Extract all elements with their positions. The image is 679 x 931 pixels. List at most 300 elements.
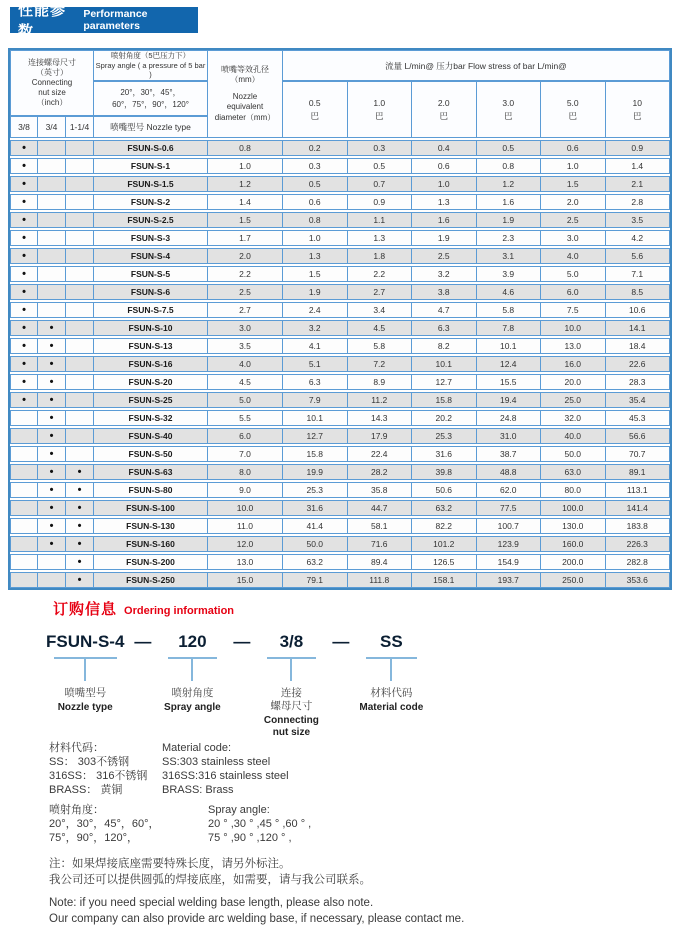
nozzle-model-cell: FSUN-S-63: [94, 464, 208, 480]
flow-value-cell: 282.8: [606, 554, 671, 570]
flow-value-cell: 2.0: [541, 194, 606, 210]
nut-dot-cell: •: [10, 140, 38, 156]
diameter-cell: 9.0: [208, 482, 283, 498]
pressure-header: 0.5 巴: [283, 81, 348, 138]
table-row: [10, 194, 670, 210]
flow-value-cell: 0.9: [348, 194, 413, 210]
connector-line: [267, 657, 317, 683]
flow-value-cell: 0.5: [348, 158, 413, 174]
table-body: [10, 140, 670, 588]
flow-value-cell: 1.9: [412, 230, 477, 246]
flow-value-cell: 28.3: [606, 374, 671, 390]
flow-value-cell: 17.9: [348, 428, 413, 444]
nut-dot-cell: •: [10, 266, 38, 282]
flow-value-cell: 4.1: [283, 338, 348, 354]
nut-dot-cell: •: [66, 572, 94, 588]
nut-dot-cell: •: [38, 482, 66, 498]
ordering-dash: —: [134, 632, 152, 651]
flow-value-cell: 100.7: [477, 518, 542, 534]
flow-value-cell: 0.6: [412, 158, 477, 174]
table-row: [10, 428, 670, 444]
nozzle-model-cell: FSUN-S-10: [94, 320, 208, 336]
diameter-cell: 12.0: [208, 536, 283, 552]
note-en-2: Our company can also provide arc welding base, if necessary, please contact me.: [49, 913, 465, 925]
table-row: [10, 500, 670, 516]
ordering-label-zh: 连接 螺母尺寸: [270, 687, 313, 713]
flow-value-cell: 160.0: [541, 536, 606, 552]
diameter-cell: 1.4: [208, 194, 283, 210]
flow-value-cell: 63.2: [283, 554, 348, 570]
nut-dot-cell: •: [10, 248, 38, 264]
flow-value-cell: 7.8: [477, 320, 542, 336]
header-flow-label: 流量 L/min@ 压力bar Flow stress of bar L/min@: [283, 50, 670, 81]
table-row: [10, 374, 670, 390]
ordering-label-zh: 喷嘴型号: [64, 687, 107, 699]
nut-dot-cell: •: [10, 158, 38, 174]
table-row: [10, 518, 670, 534]
flow-value-cell: 31.6: [283, 500, 348, 516]
ordering-title-zh: 订购信息: [53, 601, 118, 618]
flow-value-cell: 45.3: [606, 410, 671, 426]
nozzle-model-cell: FSUN-S-2: [94, 194, 208, 210]
nozzle-model-cell: FSUN-S-250: [94, 572, 208, 588]
nut-dot-cell: [66, 248, 94, 264]
flow-value-cell: 0.8: [283, 212, 348, 228]
nut-dot-cell: •: [66, 482, 94, 498]
flow-value-cell: 15.5: [477, 374, 542, 390]
nut-dot-cell: •: [38, 428, 66, 444]
diameter-cell: 1.0: [208, 158, 283, 174]
diameter-cell: 15.0: [208, 572, 283, 588]
nozzle-model-cell: FSUN-S-6: [94, 284, 208, 300]
diameter-cell: 1.7: [208, 230, 283, 246]
nut-dot-cell: •: [10, 374, 38, 390]
flow-value-cell: 14.1: [606, 320, 671, 336]
diameter-cell: 10.0: [208, 500, 283, 516]
nozzle-model-cell: FSUN-S-1.5: [94, 176, 208, 192]
flow-value-cell: 18.4: [606, 338, 671, 354]
ordering-dash: —: [233, 632, 251, 651]
nut-dot-cell: •: [10, 338, 38, 354]
flow-value-cell: 1.3: [412, 194, 477, 210]
flow-value-cell: 41.4: [283, 518, 348, 534]
flow-value-cell: 19.4: [477, 392, 542, 408]
ordering-part: [359, 630, 423, 714]
nut-dot-cell: •: [38, 410, 66, 426]
flow-value-cell: 2.3: [477, 230, 542, 246]
flow-value-cell: 10.0: [541, 320, 606, 336]
diameter-cell: 3.0: [208, 320, 283, 336]
table-row: [10, 248, 670, 264]
nut-dot-cell: •: [10, 194, 38, 210]
table-row: [10, 158, 670, 174]
ordering-label-en: Nozzle type: [57, 702, 113, 714]
diameter-cell: 1.2: [208, 176, 283, 192]
section-title-zh: 性能参数: [18, 2, 67, 40]
nozzle-model-cell: FSUN-S-5: [94, 266, 208, 282]
flow-value-cell: 28.2: [348, 464, 413, 480]
flow-value-cell: 4.0: [541, 248, 606, 264]
table-row: [10, 338, 670, 354]
nut-dot-cell: [66, 194, 94, 210]
flow-value-cell: 126.5: [412, 554, 477, 570]
nozzle-model-cell: FSUN-S-25: [94, 392, 208, 408]
ordering-label-zh: 喷射角度: [171, 687, 214, 699]
nut-dot-cell: [66, 302, 94, 318]
flow-value-cell: 8.9: [348, 374, 413, 390]
nut-dot-cell: [38, 176, 66, 192]
nut-dot-cell: [10, 428, 38, 444]
nut-dot-cell: •: [66, 518, 94, 534]
table-row: [10, 356, 670, 372]
nut-dot-cell: [66, 212, 94, 228]
nozzle-model-cell: FSUN-S-0.6: [94, 140, 208, 156]
flow-value-cell: 0.5: [283, 176, 348, 192]
diameter-cell: 5.5: [208, 410, 283, 426]
pressure-header: 1.0 巴: [348, 81, 413, 138]
table-row: [10, 482, 670, 498]
nut-dot-cell: [38, 554, 66, 570]
diameter-cell: 4.5: [208, 374, 283, 390]
material-code-en: Material code: SS:303 stainless steel 316SS:316 stainless steel BRASS: Brass: [162, 742, 289, 796]
flow-value-cell: 70.7: [606, 446, 671, 462]
nut-dot-cell: [10, 410, 38, 426]
flow-value-cell: 3.2: [412, 266, 477, 282]
nut-dot-cell: [66, 176, 94, 192]
flow-value-cell: 183.8: [606, 518, 671, 534]
nut-size-header: 3/4: [38, 116, 66, 138]
nut-dot-cell: [10, 572, 38, 588]
flow-value-cell: 154.9: [477, 554, 542, 570]
flow-value-cell: 1.1: [348, 212, 413, 228]
header-flow-group: [283, 50, 670, 138]
flow-value-cell: 2.5: [541, 212, 606, 228]
ordering-diagram: [46, 630, 423, 739]
flow-value-cell: 14.3: [348, 410, 413, 426]
nut-dot-cell: •: [10, 320, 38, 336]
section-title-ordering: [53, 598, 234, 619]
header-angle-group: [94, 50, 208, 138]
flow-value-cell: 2.5: [412, 248, 477, 264]
flow-value-cell: 8.5: [606, 284, 671, 300]
nut-dot-cell: [66, 446, 94, 462]
flow-value-cell: 158.1: [412, 572, 477, 588]
nut-dot-cell: •: [38, 536, 66, 552]
flow-value-cell: 44.7: [348, 500, 413, 516]
flow-value-cell: 113.1: [606, 482, 671, 498]
flow-value-cell: 89.4: [348, 554, 413, 570]
flow-value-cell: 63.2: [412, 500, 477, 516]
table-row: [10, 410, 670, 426]
diameter-cell: 3.5: [208, 338, 283, 354]
flow-value-cell: 35.8: [348, 482, 413, 498]
nozzle-model-cell: FSUN-S-80: [94, 482, 208, 498]
nozzle-model-cell: FSUN-S-200: [94, 554, 208, 570]
flow-value-cell: 25.3: [283, 482, 348, 498]
flow-value-cell: 3.5: [606, 212, 671, 228]
flow-value-cell: 12.7: [283, 428, 348, 444]
flow-value-cell: 10.1: [283, 410, 348, 426]
table-row: [10, 284, 670, 300]
nozzle-model-cell: FSUN-S-2.5: [94, 212, 208, 228]
flow-value-cell: 58.1: [348, 518, 413, 534]
flow-value-cell: 5.1: [283, 356, 348, 372]
nut-dot-cell: •: [66, 536, 94, 552]
flow-value-cell: 1.6: [477, 194, 542, 210]
nut-sizes-row: [10, 116, 94, 138]
ordering-part: [46, 630, 124, 714]
table-row: [10, 176, 670, 192]
flow-value-cell: 6.0: [541, 284, 606, 300]
diameter-cell: 2.7: [208, 302, 283, 318]
nozzle-model-cell: FSUN-S-130: [94, 518, 208, 534]
ordering-part: [260, 630, 322, 739]
spray-angle-en: Spray angle: 20 ° ,30 ° ,45 ° ,60 ° , 75 ° ,90 ° ,120 ° ,: [208, 804, 312, 844]
flow-value-cell: 100.0: [541, 500, 606, 516]
nut-dot-cell: •: [38, 320, 66, 336]
nut-dot-cell: •: [10, 284, 38, 300]
ordering-part: [161, 630, 223, 714]
header-diameter: 喷嘴等效孔径 （mm） Nozzle equivalent diameter（mm）: [208, 50, 283, 138]
flow-value-cell: 2.8: [606, 194, 671, 210]
flow-value-cell: 71.6: [348, 536, 413, 552]
notes-block: [49, 856, 464, 927]
nozzle-model-cell: FSUN-S-100: [94, 500, 208, 516]
flow-value-cell: 0.8: [477, 158, 542, 174]
nut-dot-cell: [38, 572, 66, 588]
flow-value-cell: 0.9: [606, 140, 671, 156]
flow-value-cell: 1.5: [283, 266, 348, 282]
flow-value-cell: 5.8: [348, 338, 413, 354]
flow-value-cell: 2.2: [348, 266, 413, 282]
nut-dot-cell: [38, 194, 66, 210]
flow-value-cell: 5.6: [606, 248, 671, 264]
flow-value-cell: 6.3: [283, 374, 348, 390]
material-code-block: [49, 741, 289, 797]
flow-value-cell: 38.7: [477, 446, 542, 462]
nut-dot-cell: •: [38, 446, 66, 462]
nut-dot-cell: [66, 284, 94, 300]
diameter-cell: 2.2: [208, 266, 283, 282]
flow-value-cell: 1.6: [412, 212, 477, 228]
nut-dot-cell: •: [38, 518, 66, 534]
flow-value-cell: 2.1: [606, 176, 671, 192]
note-zh-1: 注：如果焊接底座需要特殊长度，请另外标注。: [49, 858, 291, 870]
table-row: [10, 212, 670, 228]
pressure-header: 5.0 巴: [541, 81, 606, 138]
nut-dot-cell: [38, 212, 66, 228]
pressure-header-row: [283, 81, 670, 138]
flow-value-cell: 4.2: [606, 230, 671, 246]
flow-value-cell: 0.3: [283, 158, 348, 174]
flow-value-cell: 193.7: [477, 572, 542, 588]
nut-dot-cell: [66, 392, 94, 408]
nut-dot-cell: [38, 230, 66, 246]
nut-dot-cell: [66, 428, 94, 444]
flow-value-cell: 35.4: [606, 392, 671, 408]
nut-dot-cell: [38, 140, 66, 156]
table-row: [10, 266, 670, 282]
nut-dot-cell: [38, 302, 66, 318]
nut-dot-cell: •: [66, 464, 94, 480]
section-title-en: Performance parameters: [83, 8, 148, 32]
flow-value-cell: 8.2: [412, 338, 477, 354]
nut-dot-cell: •: [38, 500, 66, 516]
flow-value-cell: 250.0: [541, 572, 606, 588]
flow-value-cell: 20.0: [541, 374, 606, 390]
table-row: [10, 320, 670, 336]
nozzle-model-cell: FSUN-S-20: [94, 374, 208, 390]
nut-dot-cell: [66, 374, 94, 390]
flow-value-cell: 6.3: [412, 320, 477, 336]
header-angle-label: 喷射角度（5巴压力下） Spray angle ( a pressure of 5 bar ): [94, 50, 208, 81]
flow-value-cell: 4.6: [477, 284, 542, 300]
flow-value-cell: 111.8: [348, 572, 413, 588]
flow-value-cell: 48.8: [477, 464, 542, 480]
nut-dot-cell: •: [66, 554, 94, 570]
diameter-cell: 0.8: [208, 140, 283, 156]
flow-value-cell: 12.7: [412, 374, 477, 390]
flow-value-cell: 3.4: [348, 302, 413, 318]
note-en-1: Note: if you need special welding base length, please also note.: [49, 897, 374, 909]
flow-value-cell: 50.0: [283, 536, 348, 552]
flow-value-cell: 62.0: [477, 482, 542, 498]
ordering-code: FSUN-S-4: [46, 632, 125, 651]
pressure-header: 3.0 巴: [477, 81, 542, 138]
spray-angle-zh: 喷射角度： 20°，30°，45°，60°， 75°，90°，120°，: [49, 804, 160, 844]
nut-dot-cell: [38, 158, 66, 174]
nozzle-model-cell: FSUN-S-7.5: [94, 302, 208, 318]
flow-value-cell: 3.2: [283, 320, 348, 336]
flow-value-cell: 1.9: [283, 284, 348, 300]
flow-value-cell: 82.2: [412, 518, 477, 534]
flow-value-cell: 10.1: [412, 356, 477, 372]
flow-value-cell: 1.3: [348, 230, 413, 246]
ordering-title-en: Ordering information: [124, 605, 235, 617]
nozzle-model-cell: FSUN-S-13: [94, 338, 208, 354]
nut-dot-cell: [66, 230, 94, 246]
flow-value-cell: 0.5: [477, 140, 542, 156]
diameter-cell: 7.0: [208, 446, 283, 462]
nut-size-header: 1-1/4: [66, 116, 94, 138]
material-code-zh: 材料代码： SS： 303不锈钢 316SS： 316不锈钢 BRASS： 黄铜: [49, 742, 148, 796]
flow-value-cell: 1.0: [283, 230, 348, 246]
flow-value-cell: 13.0: [541, 338, 606, 354]
flow-value-cell: 5.8: [477, 302, 542, 318]
table-row: [10, 392, 670, 408]
note-zh-2: 我公司还可以提供圆弧的焊接底座，如需要，请与我公司联系。: [49, 874, 371, 886]
ordering-label-zh: 材料代码: [370, 687, 413, 699]
diameter-cell: 5.0: [208, 392, 283, 408]
table-row: [10, 464, 670, 480]
nut-dot-cell: •: [10, 230, 38, 246]
connector-line: [366, 657, 417, 683]
flow-value-cell: 19.9: [283, 464, 348, 480]
flow-value-cell: 1.3: [283, 248, 348, 264]
flow-value-cell: 32.0: [541, 410, 606, 426]
pressure-header: 10 巴: [606, 81, 671, 138]
nut-dot-cell: [10, 482, 38, 498]
table-row: [10, 554, 670, 570]
diameter-cell: 2.0: [208, 248, 283, 264]
nozzle-model-cell: FSUN-S-32: [94, 410, 208, 426]
flow-value-cell: 22.6: [606, 356, 671, 372]
table-row: [10, 536, 670, 552]
flow-value-cell: 0.3: [348, 140, 413, 156]
flow-value-cell: 4.5: [348, 320, 413, 336]
flow-value-cell: 3.9: [477, 266, 542, 282]
nut-dot-cell: •: [38, 338, 66, 354]
flow-value-cell: 20.2: [412, 410, 477, 426]
flow-value-cell: 10.6: [606, 302, 671, 318]
nozzle-model-cell: FSUN-S-4: [94, 248, 208, 264]
ordering-code: 120: [178, 632, 207, 651]
nut-dot-cell: [38, 266, 66, 282]
flow-value-cell: 200.0: [541, 554, 606, 570]
nozzle-model-cell: FSUN-S-50: [94, 446, 208, 462]
flow-value-cell: 15.8: [412, 392, 477, 408]
nozzle-model-cell: FSUN-S-160: [94, 536, 208, 552]
connector-line: [54, 657, 117, 683]
flow-value-cell: 0.6: [283, 194, 348, 210]
diameter-cell: 8.0: [208, 464, 283, 480]
diameter-cell: 11.0: [208, 518, 283, 534]
flow-value-cell: 226.3: [606, 536, 671, 552]
ordering-label-en: Spray angle: [164, 702, 221, 714]
nut-dot-cell: [10, 518, 38, 534]
flow-value-cell: 7.5: [541, 302, 606, 318]
flow-value-cell: 3.8: [412, 284, 477, 300]
nut-dot-cell: •: [10, 356, 38, 372]
flow-value-cell: 123.9: [477, 536, 542, 552]
diameter-cell: 4.0: [208, 356, 283, 372]
nut-dot-cell: [66, 266, 94, 282]
flow-value-cell: 5.0: [541, 266, 606, 282]
flow-value-cell: 22.4: [348, 446, 413, 462]
flow-value-cell: 11.2: [348, 392, 413, 408]
flow-value-cell: 50.6: [412, 482, 477, 498]
nut-dot-cell: •: [66, 500, 94, 516]
pressure-header: 2.0 巴: [412, 81, 477, 138]
nozzle-model-cell: FSUN-S-16: [94, 356, 208, 372]
nut-dot-cell: •: [38, 356, 66, 372]
flow-value-cell: 77.5: [477, 500, 542, 516]
flow-value-cell: 0.2: [283, 140, 348, 156]
flow-value-cell: 0.4: [412, 140, 477, 156]
flow-value-cell: 1.0: [541, 158, 606, 174]
table-row: [10, 140, 670, 156]
flow-value-cell: 12.4: [477, 356, 542, 372]
flow-value-cell: 79.1: [283, 572, 348, 588]
ordering-code: 3/8: [279, 632, 304, 651]
diameter-cell: 13.0: [208, 554, 283, 570]
nozzle-model-cell: FSUN-S-3: [94, 230, 208, 246]
diameter-cell: 2.5: [208, 284, 283, 300]
flow-value-cell: 1.5: [541, 176, 606, 192]
nut-dot-cell: [10, 500, 38, 516]
flow-value-cell: 50.0: [541, 446, 606, 462]
nut-dot-cell: [10, 446, 38, 462]
header-nut-group: [10, 50, 94, 138]
nut-dot-cell: •: [38, 392, 66, 408]
nozzle-model-cell: FSUN-S-40: [94, 428, 208, 444]
connector-line: [168, 657, 218, 683]
flow-value-cell: 10.1: [477, 338, 542, 354]
flow-value-cell: 31.6: [412, 446, 477, 462]
flow-value-cell: 3.1: [477, 248, 542, 264]
nut-dot-cell: •: [10, 176, 38, 192]
nut-dot-cell: [10, 464, 38, 480]
